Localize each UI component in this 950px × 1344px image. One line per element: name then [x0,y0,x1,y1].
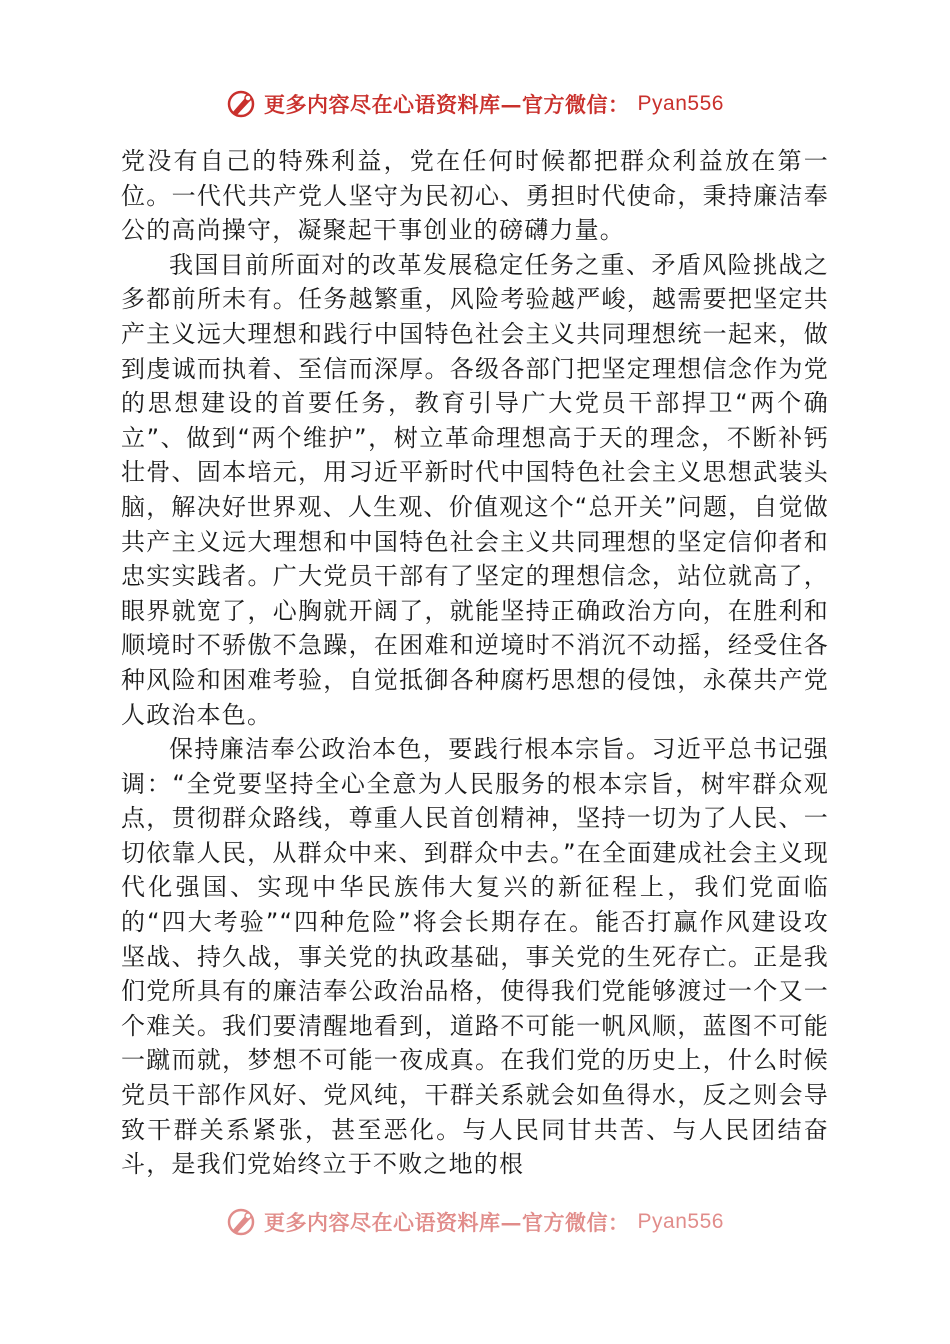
header-watermark [0,84,950,124]
watermark-text: 更多内容尽在心语资料库—官方微信： [264,1210,630,1235]
watermark-id: Pyan556 [637,1210,724,1233]
paragraph-3: 保持廉洁奉公政治本色，要践行根本宗旨。习近平总书记强调：“全党要坚持全心全意为人民服务的根本宗旨，树牢群众观点，贯彻群众路线，尊重人民首创精神，坚持一切为了人民、一切依靠人民，从群众中来、到群众中去。”在全面建成社会主义现代化强国、实现中华民族伟大复兴的新征程上，我们党面临的“四大考验”“四种危险”将会长期存在。能否打赢作风建设攻坚战、持久战，事关党的执政基础，事关党的生死存亡。正是我们党所具有的廉洁奉公政治品格，使得我们党能够渡过一个又一个难关。我们要清醒地看到，道路不可能一帆风顺，蓝图不可能一蹴而就，梦想不可能一夜成真。在我们党的历史上，什么时候党员干部作风好、党风纯，干群关系就会如鱼得水，反之则会导致干群关系紧张，甚至恶化。与人民同甘共苦、与人民团结奋斗，是我们党始终立于不败之地的根 [121,735,829,1179]
paragraph-2: 我国目前所面对的改革发展稳定任务之重、矛盾风险挑战之多都前所未有。任务越繁重，风险考验越严峻，越需要把坚定共产主义远大理想和践行中国特色社会主义共同理想统一起来，做到虔诚而执着、至信而深厚。各级各部门把坚定理想信念作为党的思想建设的首要任务，教育引导广大党员干部捍卫“两个确立”、做到“两个维护”，树立革命理想高于天的理念，不断补钙壮骨、固本培元，用习近平新时代中国特色社会主义思想武装头脑，解决好世界观、人生观、价值观这个“总开关”问题，自觉做共产主义远大理想和中国特色社会主义共同理想的坚定信仰者和忠实实践者。广大党员干部有了坚定的理想信念，站位就高了，眼界就宽了，心胸就开阔了，就能坚持正确政治方向，在胜利和顺境时不骄傲不急躁，在困难和逆境时不消沉不动摇，经受住各种风险和困难考验，自觉抵御各种腐朽思想的侵蚀，永葆共产党人政治本色。 [121,250,829,729]
watermark-text: 更多内容尽在心语资料库—官方微信： [264,92,630,117]
footer-watermark [0,1202,950,1242]
logo-icon [226,1207,256,1237]
watermark-id: Pyan556 [637,92,724,115]
document-body [121,144,829,1182]
logo-icon [226,89,256,119]
paragraph-1: 党没有自己的特殊利益，党在任何时候都把群众利益放在第一位。一代代共产党人坚守为民初心、勇担时代使命，秉持廉洁奉公的高尚操守，凝聚起干事创业的磅礴力量。 [121,147,829,245]
